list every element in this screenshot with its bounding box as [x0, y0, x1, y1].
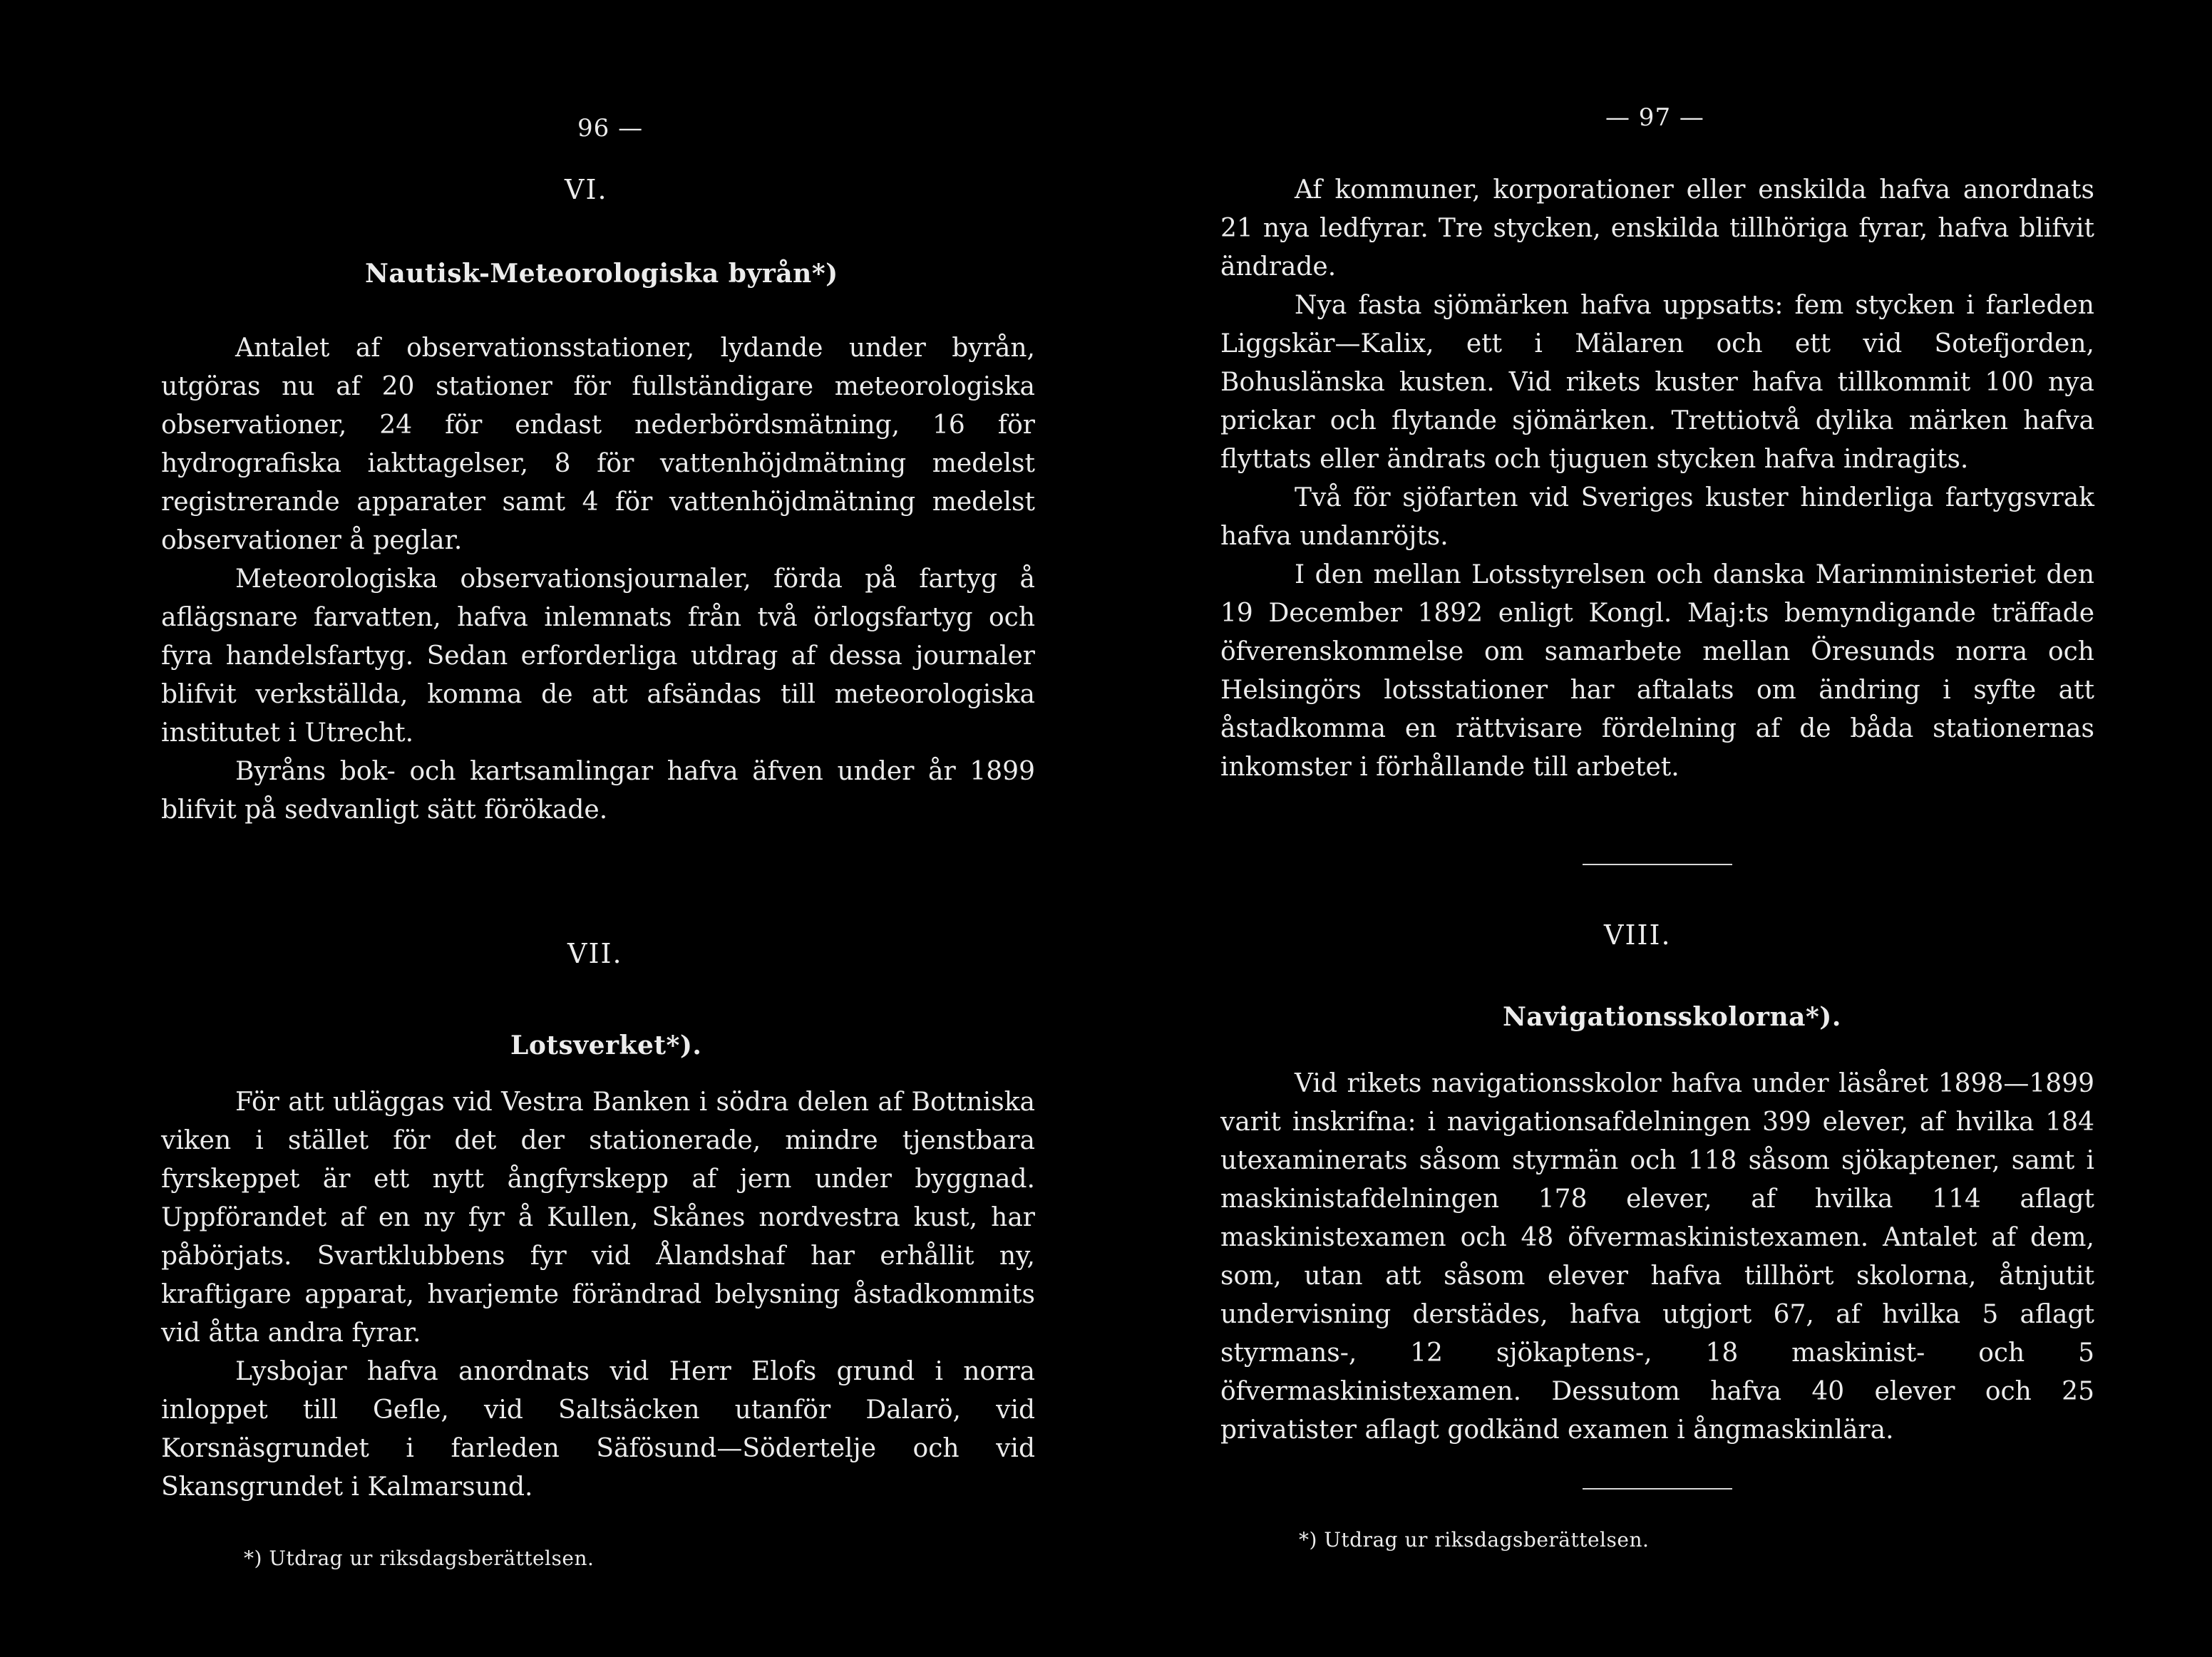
section-title-nautisk-meteorologiska: Nautisk-Meteorologiska byrån*) — [365, 259, 838, 289]
paragraph: Två för sjöfarten vid Sveriges kuster hinderliga fartygsvrak hafva undanröjts. — [1220, 483, 2094, 551]
section-numeral-vii: VII. — [567, 938, 623, 969]
paragraph: Nya fasta sjömärken hafva uppsatts: fem stycken i farleden Liggskär—Kalix, ett i Mälaren och ett vid Sotefjorden, Bohuslänska kusten. Vid rikets kuster hafva tillkommit 100 nya prickar och flytande sjömärken. Trettiotvå dylika märken hafva flyttats eller ändrats och tjuguen stycken hafva indragits. — [1220, 291, 2094, 474]
section-vii-body — [161, 1083, 1035, 1507]
page-number: 96 — — [577, 114, 644, 143]
footnote-divider — [1583, 1488, 1732, 1490]
footnote: *) Utdrag ur riksdagsberättelsen. — [244, 1547, 595, 1570]
paragraph: Antalet af observationsstationer, lydande under byrån, utgöras nu af 20 stationer för fullständigare meteorologiska observationer, 24 för endast nederbördsmätning, 16 för hydrografiska iakttagelser, 8 för vattenhöjdmätning medelst registrerande apparater samt 4 för vattenhöjdmätning medelst observationer å peglar. — [161, 334, 1035, 555]
section-title-lotsverket: Lotsverket*). — [510, 1031, 702, 1060]
section-title-navigationsskolorna: Navigationsskolorna*). — [1503, 1002, 1841, 1032]
right-page — [1106, 0, 2212, 1657]
section-viii-body — [1220, 1065, 2094, 1450]
paragraph: Af kommuner, korporationer eller enskilda hafva anordnats 21 nya ledfyrar. Tre stycken, enskilda tillhöriga fyrar, hafva blifvit ändrade. — [1220, 175, 2094, 282]
section-numeral-viii: VIII. — [1604, 919, 1672, 951]
section-numeral-vi: VI. — [565, 174, 608, 205]
paragraph: I den mellan Lotsstyrelsen och danska Marinministeriet den 19 December 1892 enligt Kongl. Maj:ts bemyndigande träffade öfverenskommelse om samarbete mellan Öresunds norra och Helsingörs lotsstationer har aftalats om ändring i syfte att åstadkomma en rättvisare fördelning af de båda stationernas inkomster i förhållande till arbetet. — [1220, 560, 2094, 782]
section-vi-body — [161, 329, 1035, 830]
page-number: — 97 — — [1605, 103, 1704, 132]
section-vii-continued-body — [1220, 171, 2094, 787]
paragraph: Byråns bok- och kartsamlingar hafva äfven under år 1899 blifvit på sedvanligt sätt förökade. — [161, 757, 1035, 825]
paragraph: Lysbojar hafva anordnats vid Herr Elofs grund i norra inloppet till Gefle, vid Saltsäcken utanför Dalarö, vid Korsnäsgrundet i farleden Säfösund—Södertelje och vid Skansgrundet i Kalmarsund. — [161, 1357, 1035, 1502]
footnote: *) Utdrag ur riksdagsberättelsen. — [1299, 1528, 1650, 1552]
paragraph: Vid rikets navigationsskolor hafva under läsåret 1898—1899 varit inskrifna: i navigationsafdelningen 399 elever, af hvilka 184 utexaminerats såsom styrmän och 118 såsom sjökaptener, samt i maskinistafdelningen 178 elever, af hvilka 114 aflagt maskinistexamen och 48 öfvermaskinistexamen. Antalet af dem, som, utan att såsom elever hafva tillhört skolorna, åtnjutit undervisning derstädes, hafva utgjort 67, af hvilka 5 aflagt styrmans-, 12 sjökaptens-, 18 maskinist- och 5 öfvermaskinistexamen. Dessutom hafva 40 elever och 25 privatister aflagt godkänd examen i ångmaskinlära. — [1220, 1069, 2094, 1445]
section-divider — [1583, 864, 1732, 865]
paragraph: Meteorologiska observationsjournaler, förda på fartyg å aflägsnare farvatten, hafva inlemnats från två örlogsfartyg och fyra handelsfartyg. Sedan erforderliga utdrag af dessa journaler blifvit verkställda, komma de att afsändas till meteorologiska institutet i Utrecht. — [161, 564, 1035, 748]
paragraph: För att utläggas vid Vestra Banken i södra delen af Bottniska viken i stället för det der stationerade, mindre tjenstbara fyrskeppet är ett nytt ångfyrskepp af jern under byggnad. Uppförandet af en ny fyr å Kullen, Skånes nordvestra kust, har påbörjats. Svartklubbens fyr vid Ålandshaf har erhållit ny, kraftigare apparat, hvarjemte förändrad belysning åstadkommits vid åtta andra fyrar. — [161, 1088, 1035, 1348]
